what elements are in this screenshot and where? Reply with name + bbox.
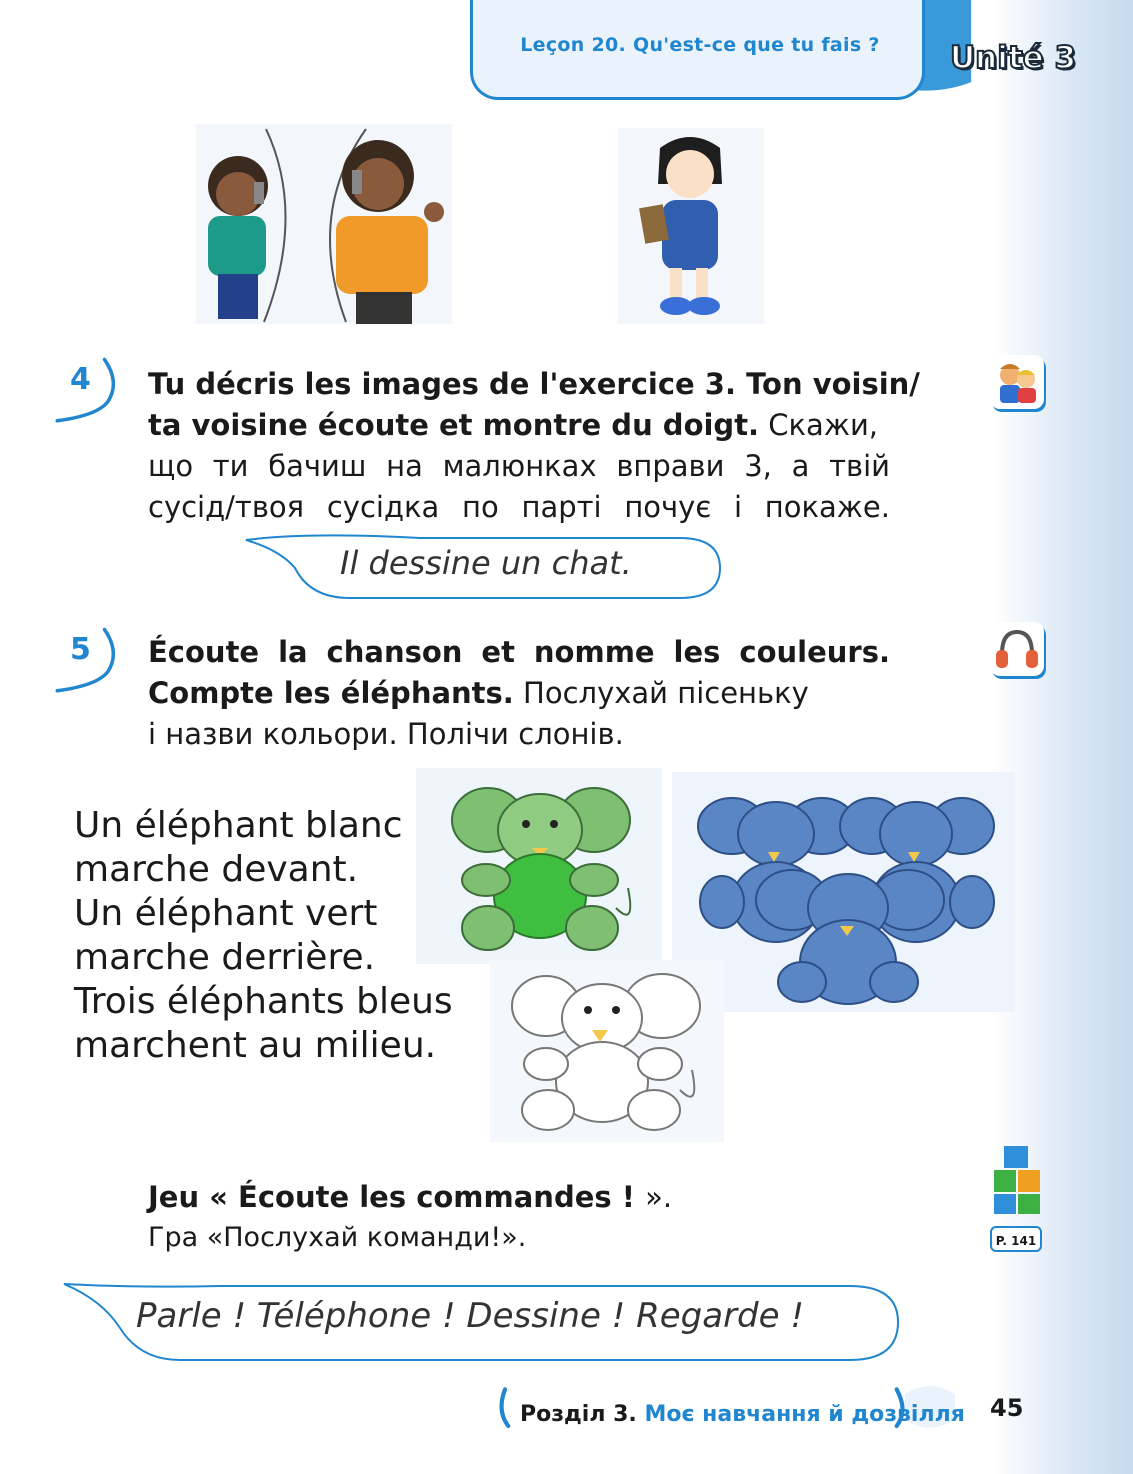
headphones-icon [990, 622, 1044, 676]
game-title-bold: Jeu « Écoute les commandes ! [148, 1180, 646, 1214]
white-elephant-illustration [490, 960, 724, 1142]
footer-section-label: Розділ 3. [520, 1402, 637, 1427]
boys-phone-illustration [196, 124, 452, 324]
speech-bubble-4-text: Il dessine un chat. [340, 544, 632, 582]
lesson-title: Leçon 20. Qu'est-ce que tu fais ? [520, 34, 880, 56]
song-lyrics [74, 804, 453, 1068]
page-number: 45 [990, 1394, 1024, 1422]
exercise-4-bold-line1: Tu décris les images de l'exercice 3. Ton voisin/ [148, 367, 920, 401]
lyrics-line: Un éléphant vert [74, 893, 378, 934]
exercise-5-bold-line2: Compte les éléphants. [148, 676, 514, 710]
pair-work-icon [990, 355, 1044, 409]
exercise-5-text-line2: Послухай пісеньку [513, 676, 809, 710]
footer-section-title: Моє навчання й дозвілля [644, 1402, 965, 1427]
children-pair-icon [990, 355, 1044, 409]
exercise-4-bold-line2: ta voisine écoute et montre du doigt. [148, 408, 760, 442]
green-elephant-illustration [416, 768, 662, 964]
exercise-4-text-line3: що ти бачиш на малюнках вправи 3, а твій [148, 449, 890, 483]
listen-icon [990, 622, 1044, 676]
exercise-5-number: 5 [70, 632, 91, 667]
lyrics-line: marche devant. [74, 849, 359, 890]
footer-section [520, 1402, 965, 1427]
game-title-end: ». [645, 1180, 673, 1214]
exercise-4-number: 4 [70, 362, 91, 397]
girl-tablet-illustration [618, 128, 764, 324]
game-subtitle: Гра «Послухай команди!». [148, 1222, 527, 1253]
exercise-4-text-line4: сусід/твоя сусідка по парті почує і покаже. [148, 490, 890, 524]
game-icon [990, 1144, 1044, 1256]
lyrics-line: Un éléphant blanc [74, 805, 403, 846]
exercise-5-text-line3: і назви кольори. Полічи слонів. [148, 717, 624, 751]
exercise-5-instruction [148, 632, 890, 755]
game-title [148, 1180, 672, 1214]
lyrics-line: marchent au milieu. [74, 1025, 437, 1066]
game-page-ref[interactable]: P. 141 [990, 1226, 1042, 1252]
exercise-4-text-line2: Скажи, [759, 408, 879, 442]
exercise-4-instruction [148, 364, 920, 528]
speech-bubble-game-text: Parle ! Téléphone ! Dessine ! Regarde ! [136, 1296, 804, 1336]
lyrics-line: Trois éléphants bleus [74, 981, 453, 1022]
unit-badge: Unité 3 [950, 40, 1077, 76]
letter-cubes-icon [990, 1144, 1044, 1218]
exercise-5-bold-line1: Écoute la chanson et nomme les couleurs. [148, 635, 890, 669]
lyrics-line: marche derrière. [74, 937, 376, 978]
